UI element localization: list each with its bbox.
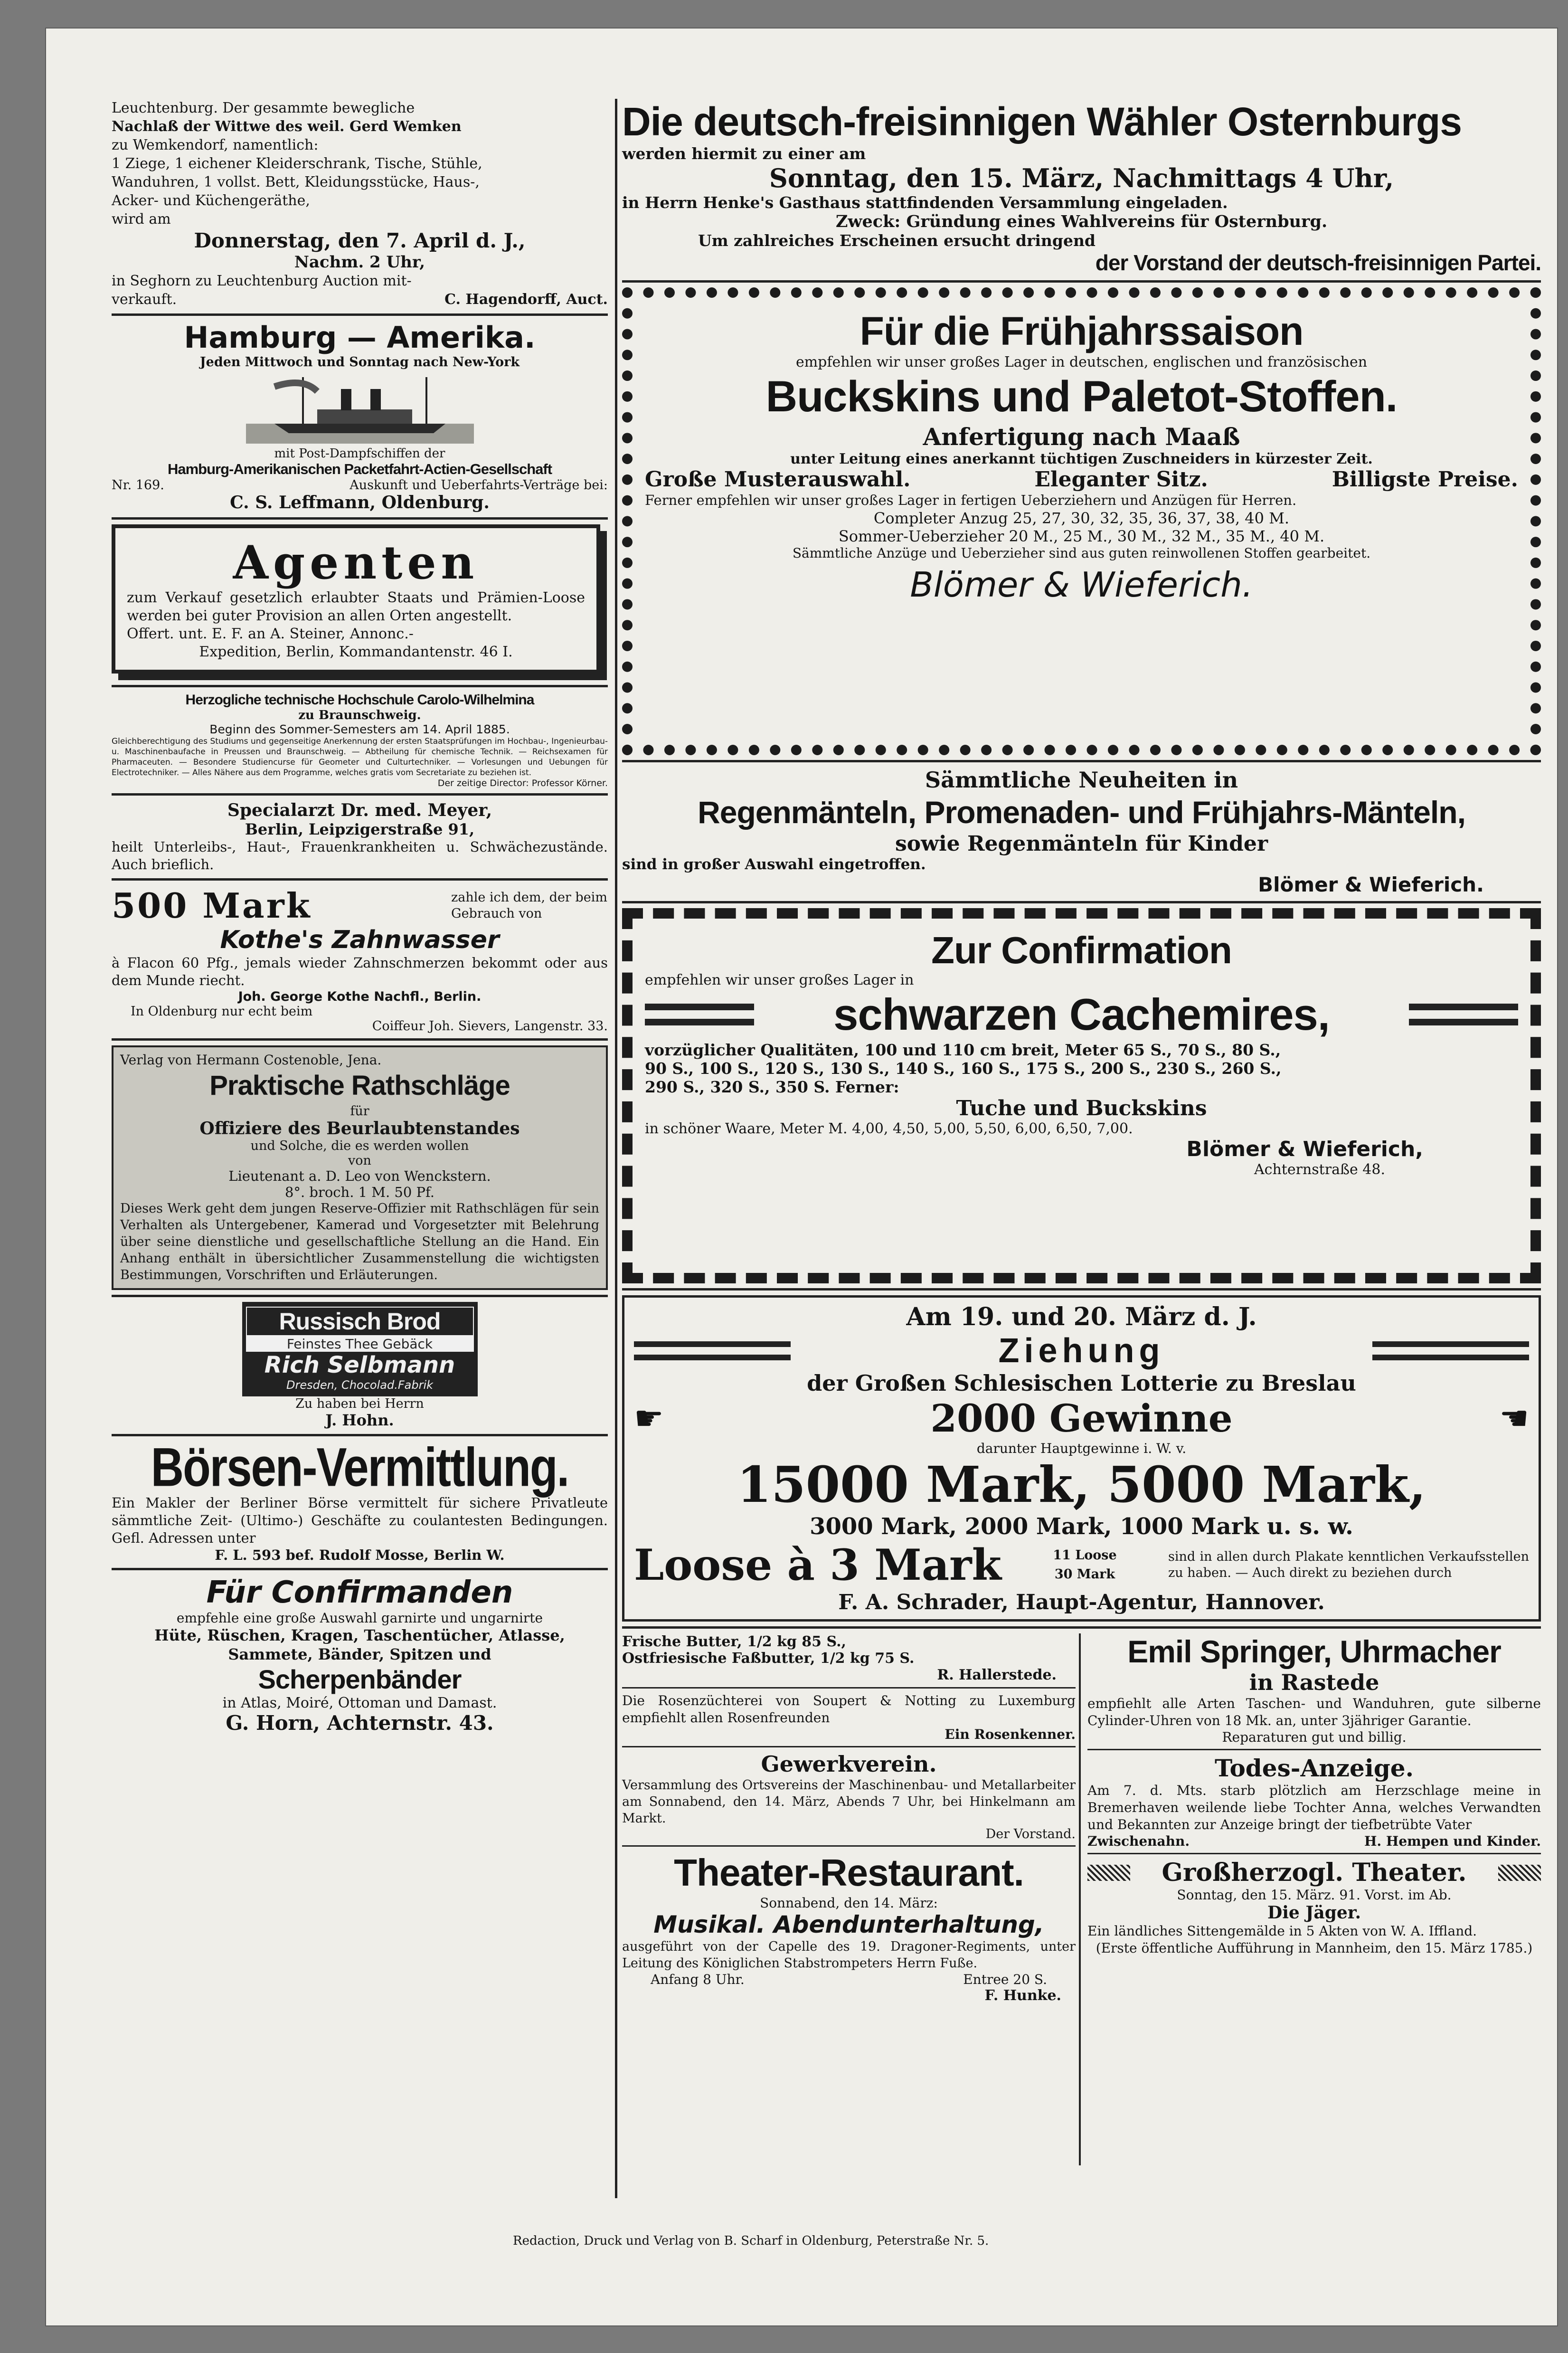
confirmanden-ad <box>112 1575 608 1735</box>
divider <box>112 1295 608 1297</box>
lotterie-big: 15000 Mark, 5000 Mark, <box>737 1455 1426 1514</box>
fruehjahr-anf: Anfertigung nach Maaß <box>923 423 1240 451</box>
divider <box>622 280 1541 283</box>
fruehjahr-l1: empfehlen wir unser großes Lager in deutschen, englischen und französischen <box>795 354 1368 370</box>
boersen-title: Börsen-Vermittlung. <box>151 1437 569 1498</box>
agenten-address: Expedition, Berlin, Kommandantenstr. 46 I. <box>199 644 513 660</box>
fruehjahr-f3: Billigste Preise. <box>1332 467 1518 492</box>
divider <box>1087 1749 1541 1750</box>
costenoble-ad <box>112 1045 608 1290</box>
theater-anfang: Anfang 8 Uhr. <box>651 1972 745 1987</box>
theater-text: ausgeführt von der Capelle des 19. Dragoner-Regiments, unter Leitung des Königlichen Stabstrompeters Herrn Fuße. <box>622 1939 1076 1971</box>
waehler-ad <box>622 99 1541 275</box>
lotterie-loose: Loose à 3 Mark <box>634 1540 1001 1590</box>
divider <box>112 878 608 881</box>
hamburg-sub: Jeden Mittwoch und Sonntag nach New-York <box>199 355 520 370</box>
divider <box>622 1845 1076 1847</box>
theater-title: Theater-Restaurant. <box>674 1851 1024 1894</box>
lotterie-l1: der Großen Schlesischen Lotterie zu Breslau <box>807 1370 1356 1396</box>
confirmation-title: Zur Confirmation <box>931 929 1232 971</box>
russisch-l2: Feinstes Thee Gebäck <box>246 1336 474 1352</box>
lotterie-side1: 11 Loose <box>1053 1548 1117 1563</box>
lotterie-loose-row <box>634 1540 1529 1590</box>
springer-ad <box>1087 1633 1541 1745</box>
hochschule-title: Herzogliche technische Hochschule Carolo-Wilhelmina <box>185 692 534 708</box>
steamship-image <box>246 372 474 444</box>
hochschule-begin: Beginn des Sommer-Semesters am 14. April 1885. <box>209 722 510 736</box>
hamburg-amerika-ad <box>112 321 608 512</box>
todes-text: Am 7. d. Mts. starb plötzlich am Herzschlage meine in Bremerhaven weilende liebe Tochter Anna, welches Verwandten und Bekannten zur Anzeige bringt der tiefbetrübte Vater <box>1087 1783 1541 1832</box>
divider <box>112 685 608 687</box>
auction-line: wird am <box>112 211 171 228</box>
neuheiten-l1: sowie Regenmänteln für Kinder <box>895 832 1268 856</box>
waehler-l2: in Herrn Henke's Gasthaus stattfindenden Versammlung eingeladen. <box>622 193 1228 212</box>
hamburg-agent: C. S. Leffmann, Oldenburg. <box>230 493 490 512</box>
auction-footer <box>112 290 608 309</box>
auction-place: in Seghorn zu Leuchtenburg Auction mit- <box>112 273 412 289</box>
divider <box>1087 1853 1541 1854</box>
fruehjahr-ad <box>622 287 1541 755</box>
theater-date: Sonnabend, den 14. März: <box>760 1895 938 1911</box>
russisch-l3: Rich Selbmann <box>264 1352 455 1378</box>
fruehjahr-l4: Sämmtliche Anzüge und Ueberzieher sind aus guten reinwollenen Stoffen gearbeitet. <box>792 545 1371 561</box>
divider <box>112 1568 608 1570</box>
russisch-l1: Russisch Brod <box>246 1307 474 1336</box>
butter-l1: Frische Butter, 1/2 kg 85 S., <box>622 1633 846 1650</box>
russisch-brod-ad <box>112 1302 608 1429</box>
fruehjahr-f2: Eleganter Sitz. <box>1034 467 1208 492</box>
fruehjahr-l2: unter Leitung eines anerkannt tüchtigen Zuschneiders in kürzester Zeit. <box>790 451 1373 467</box>
confirmanden-text: empfehle eine große Auswahl garnirte und ungarnirte <box>176 1610 543 1626</box>
kothe-side: zahle ich dem, der beim Gebrauch von <box>451 890 607 921</box>
springer-title: Emil Springer, Uhrmacher <box>1127 1634 1501 1669</box>
waehler-l1: werden hiermit zu einer am <box>622 144 866 163</box>
confirmation-big: schwarzen Cachemires, <box>833 989 1330 1039</box>
rosen-ad <box>622 1692 1076 1742</box>
kothe-coiffeur: Coiffeur Joh. Sievers, Langenstr. 33. <box>372 1019 608 1034</box>
lotterie-bars-left <box>634 1341 791 1360</box>
divider <box>622 901 1541 903</box>
hand-right-icon: ☚ <box>1499 1399 1529 1438</box>
lotterie-gew-row <box>634 1396 1529 1441</box>
confirmation-l3: 90 S., 100 S., 120 S., 130 S., 140 S., 160 S., 175 S., 200 S., 230 S., 260 S., <box>645 1059 1282 1078</box>
confirmation-l1: empfehlen wir unser großes Lager in <box>645 972 914 988</box>
lotterie-bars-right <box>1372 1341 1529 1360</box>
hochschule-text: Gleichberechtigung des Studiums und gegenseitige Anerkennung der ersten Staatsprüfungen im Hochbau-, Ingenieurbau- u. Maschinenbaufache in Preussen und Braunschweig. — Abtheilung für chemische Technik. — Reichsexamen für Pharmaceuten. — Besondere Studiencurse für Geometer und Culturtechniker. — Vorlesungen und Uebungen für Electrotechniker. — Alles Nähere aus dem Programme, welches gratis vom Secretariate zu beziehen ist. <box>112 737 608 778</box>
confirmation-big-row <box>645 988 1518 1041</box>
gewerk-text: Versammlung des Ortsvereins der Maschinenbau- und Metallarbeiter am Sonnabend, den 14. März, Abends 7 Uhr, bei Hinkelmann am Markt. <box>622 1778 1076 1826</box>
auctioneer: C. Hagendorff, Auct. <box>444 291 608 308</box>
todes-sign: H. Hempen und Kinder. <box>1364 1833 1541 1849</box>
fruehjahr-f1: Große Musterauswahl. <box>645 467 911 492</box>
divider <box>112 1038 608 1041</box>
costenoble-author: Lieutenant a. D. Leo von Wenckstern. <box>228 1168 491 1184</box>
lotterie-side2: 30 Mark <box>1054 1567 1115 1582</box>
butter-ad <box>622 1633 1076 1683</box>
lotterie-ziehung: Ziehung <box>998 1332 1165 1370</box>
hamburg-mit: mit Post-Dampfschiffen der <box>274 446 445 461</box>
hochschule-city: zu Braunschweig. <box>298 708 421 722</box>
boersen-ad <box>112 1437 608 1563</box>
hochschule-ad <box>112 692 608 788</box>
kothe-name: Kothe's Zahnwasser <box>220 926 500 954</box>
auction-time: Nachm. 2 Uhr, <box>294 253 425 272</box>
neuheiten-title: Sämmtliche Neuheiten in <box>925 767 1238 793</box>
meyer-ad <box>112 800 608 873</box>
waehler-sign: der Vorstand der deutsch-freisinnigen Partei. <box>1095 250 1541 275</box>
bottom-grid <box>622 1633 1541 2175</box>
springer-place: in Rastede <box>1249 1670 1379 1695</box>
auction-line: Acker- und Küchengeräthe, <box>112 192 310 209</box>
costenoble-verlag: Verlag von Hermann Costenoble, Jena. <box>120 1052 382 1068</box>
theater-sub: Musikal. Abendunterhaltung, <box>653 1911 1044 1938</box>
grossh-text: Ein ländliches Sittengemälde in 5 Akten von W. A. Iffland. <box>1087 1923 1477 1939</box>
confirmation-sign: Blömer & Wieferich, <box>1186 1137 1423 1161</box>
neuheiten-l2: sind in großer Auswahl eingetroffen. <box>622 856 926 873</box>
divider <box>112 313 608 316</box>
hamburg-nr: Nr. 169. <box>112 478 164 493</box>
gewerk-sign: Der Vorstand. <box>985 1827 1076 1841</box>
confirmanden-items: Hüte, Rüschen, Kragen, Taschentücher, Atlasse, Sammete, Bänder, Spitzen und <box>154 1626 565 1663</box>
neuheiten-sign: Blömer & Wieferich. <box>1258 873 1484 896</box>
agenten-offert: Offert. unt. E. F. an A. Steiner, Annonc.- <box>127 626 414 642</box>
confirmation-l4: 290 S., 320 S., 350 S. Ferner: <box>645 1078 899 1096</box>
auction-line: Leuchtenburg. Der gesammte bewegliche <box>112 100 415 116</box>
costenoble-fuer: für <box>350 1104 369 1119</box>
confirmation-addr: Achternstraße 48. <box>1254 1161 1385 1178</box>
rosen-sign: Ein Rosenkenner. <box>945 1727 1076 1742</box>
meyer-line3: heilt Unterleibs-, Haut-, Frauenkrankheiten u. Schwächezustände. Auch brieflich. <box>112 839 608 873</box>
grossh-ornament-right <box>1498 1865 1541 1881</box>
costenoble-t2: Offiziere des Beurlaubtenstandes <box>199 1119 520 1139</box>
column-rule <box>615 99 617 2198</box>
hamburg-title: Hamburg — Amerika. <box>184 320 536 355</box>
right-column <box>622 99 1541 2175</box>
confirmation-l2: vorzüglicher Qualitäten, 100 und 110 cm breit, Meter 65 S., 70 S., 80 S., <box>645 1041 1281 1059</box>
boersen-sign: F. L. 593 bef. Rudolf Mosse, Berlin W. <box>215 1547 505 1563</box>
kothe-ad <box>112 885 608 1034</box>
neuheiten-big: Regenmänteln, Promenaden- und Frühjahrs-Mänteln, <box>698 795 1465 830</box>
todes-place: Zwischenahn. <box>1087 1833 1190 1849</box>
confirmation-l5: in schöner Waare, Meter M. 4,00, 4,50, 5,00, 5,50, 6,00, 6,50, 7,00. <box>645 1120 1133 1137</box>
left-column <box>112 99 608 1735</box>
grossh-note: (Erste öffentliche Aufführung in Mannheim, den 15. März 1785.) <box>1096 1940 1533 1956</box>
costenoble-von: von <box>348 1153 371 1168</box>
kothe-text: à Flacon 60 Pfg., jemals wieder Zahnschmerzen bekommt oder aus dem Munde riecht. <box>112 955 608 988</box>
russisch-l4: Dresden, Chocolad.Fabrik <box>286 1378 434 1392</box>
agenten-ad <box>112 524 600 674</box>
kothe-maker: Joh. George Kothe Nachfl., Berlin. <box>238 989 482 1004</box>
hamburg-company: Hamburg-Amerikanischen Packetfahrt-Actien-Gesellschaft <box>167 461 552 477</box>
butter-sign: R. Hallerstede. <box>937 1667 1057 1683</box>
confirmanden-sub: Scherpenbänder <box>258 1664 462 1694</box>
lotterie-date: Am 19. und 20. März d. J. <box>906 1302 1257 1331</box>
lotterie-ad <box>622 1295 1541 1622</box>
kothe-head <box>112 885 608 926</box>
divider <box>622 760 1541 762</box>
fruehjahr-sign: Blömer & Wieferich. <box>910 565 1253 605</box>
theater-entree: Entree 20 S. <box>963 1972 1047 1987</box>
gewerk-title: Gewerkverein. <box>761 1751 937 1777</box>
todes-title: Todes-Anzeige. <box>1214 1754 1414 1782</box>
confirmation-sub: Tuche und Buckskins <box>956 1096 1207 1120</box>
springer-text: empfiehlt alle Arten Taschen- und Wanduhren, gute silberne Cylinder-Uhren von 18 Mk. an, unter 3jähriger Garantie. <box>1087 1696 1541 1728</box>
lotterie-side3: sind in allen durch Plakate kenntlichen Verkaufsstellen zu haben. — Auch direkt zu beziehen durch <box>1168 1549 1529 1580</box>
lotterie-gew: 2000 Gewinne <box>930 1396 1233 1441</box>
grossh-theater-ad <box>1087 1858 1541 1957</box>
divider <box>622 1746 1076 1747</box>
todes-ad <box>1087 1754 1541 1849</box>
confirmation-bars-right <box>1409 1004 1518 1025</box>
agenten-text: zum Verkauf gesetzlich erlaubter Staats und Prämien-Loose werden bei guter Provision an allen Orten angestellt. <box>127 589 585 624</box>
lotterie-sign: F. A. Schrader, Haupt-Agentur, Hannover. <box>838 1590 1325 1614</box>
costenoble-t3: und Solche, die es werden wollen <box>250 1139 469 1153</box>
grossh-ornament-left <box>1087 1865 1130 1881</box>
hamburg-info: Auskunft und Ueberfahrts-Verträge bei: <box>349 478 608 493</box>
divider <box>622 1626 1541 1629</box>
waehler-l3: Zweck: Gründung eines Wahlvereins für Osternburg. <box>835 212 1328 231</box>
boersen-text: Ein Makler der Berliner Börse vermittelt für sichere Privatleute sämmtliche Zeit- (Ultimo-) Geschäfte zu coulantesten Bedingungen. Gefl. Adressen unter <box>112 1495 608 1546</box>
divider <box>112 517 608 520</box>
auction-line: Wanduhren, 1 vollst. Bett, Kleidungsstücke, Haus-, <box>112 174 480 190</box>
waehler-l4: Um zahlreiches Erscheinen ersucht dringend <box>698 231 1096 250</box>
hamburg-info-row <box>112 478 608 493</box>
waehler-title: Die deutsch-freisinnigen Wähler Osternburgs <box>622 99 1462 144</box>
hand-left-icon: ☛ <box>634 1399 664 1438</box>
gewerk-ad <box>622 1751 1076 1841</box>
grossh-play: Die Jäger. <box>1267 1903 1361 1923</box>
grossh-date: Sonntag, den 15. März. 91. Vorst. im Ab. <box>1177 1887 1452 1903</box>
fruehjahr-l3: Ferner empfehlen wir unser großes Lager in fertigen Ueberziehern und Anzügen für Herren. <box>645 492 1297 508</box>
auction-ad <box>112 99 608 309</box>
confirmation-ad <box>622 908 1541 1283</box>
bottom-split <box>1079 1633 1081 2165</box>
springer-rep: Reparaturen gut und billig. <box>1222 1729 1407 1745</box>
neuheiten-ad <box>622 767 1541 896</box>
auction-line: zu Wemkendorf, namentlich: <box>112 137 319 153</box>
kothe-big: 500 Mark <box>112 885 312 926</box>
fruehjahr-features <box>645 467 1518 492</box>
grossh-title: Großherzogl. Theater. <box>1162 1858 1467 1887</box>
russisch-sold: Zu haben bei Herrn <box>295 1396 424 1411</box>
lotterie-ziehung-row <box>634 1331 1529 1370</box>
fruehjahr-p2: Sommer-Ueberzieher 20 M., 25 M., 30 M., 32 M., 35 M., 40 M. <box>838 527 1325 545</box>
divider <box>622 1687 1076 1689</box>
lotterie-l2: darunter Hauptgewinne i. W. v. <box>976 1441 1187 1456</box>
confirmanden-sign: G. Horn, Achternstr. 43. <box>226 1711 494 1735</box>
lotterie-l3: 3000 Mark, 2000 Mark, 1000 Mark u. s. w. <box>810 1513 1353 1540</box>
theater-entry-row <box>622 1972 1076 1987</box>
grossh-title-row <box>1087 1858 1541 1887</box>
imprint-footer: Redaction, Druck und Verlag von B. Scharf in Oldenburg, Peterstraße Nr. 5. <box>513 2234 989 2248</box>
divider <box>112 793 608 796</box>
costenoble-text: Dieses Werk geht dem jungen Reserve-Offizier mit Rathschlägen für sein Verhalten als Untergebener, Kamerad und Vorgesetzter mit Belehrung über seine dienstliche und gesellschaftliche Stellung an die Hand. Ein Anhang enthält in übersichtlicher Zusammenstellung die wichtigsten Bestimmungen, Vorschriften und Erläuterungen. <box>120 1201 599 1282</box>
russisch-brod-logo <box>242 1302 478 1396</box>
waehler-date: Sonntag, den 15. März, Nachmittags 4 Uhr, <box>769 163 1394 193</box>
newspaper-page <box>45 28 1558 2326</box>
bottom-right <box>1087 1633 1541 1957</box>
rosen-text: Die Rosenzüchterei von Soupert & Notting zu Luxemburg empfiehlt allen Rosenfreunden <box>622 1693 1076 1726</box>
auction-date: Donnerstag, den 7. April d. J., <box>194 229 526 252</box>
butter-l2: Ostfriesische Faßbutter, 1/2 kg 75 S. <box>622 1650 915 1667</box>
fruehjahr-p1: Completer Anzug 25, 27, 30, 32, 35, 36, 37, 38, 40 M. <box>873 509 1290 527</box>
meyer-line2: Berlin, Leipzigerstraße 91, <box>245 820 475 838</box>
costenoble-price: 8°. broch. 1 M. 50 Pf. <box>285 1184 435 1200</box>
fruehjahr-title: Für die Frühjahrssaison <box>860 309 1304 353</box>
costenoble-title: Praktische Rathschläge <box>209 1070 510 1101</box>
agenten-title: Agenten <box>233 536 479 589</box>
auction-line: 1 Ziege, 1 eichener Kleiderschrank, Tische, Stühle, <box>112 155 482 172</box>
theater-restaurant-ad <box>622 1850 1076 2004</box>
russisch-name: J. Hohn. <box>325 1411 394 1429</box>
bottom-left <box>622 1633 1076 2004</box>
kothe-oldb: In Oldenburg nur echt beim <box>131 1004 313 1019</box>
confirmation-bars-left <box>645 1004 754 1025</box>
meyer-line1: Specialarzt Dr. med. Meyer, <box>227 800 492 820</box>
divider <box>622 1288 1541 1290</box>
todes-footer <box>1087 1833 1541 1849</box>
hochschule-director: Der zeitige Director: Professor Körner. <box>437 778 608 788</box>
auction-sold: verkauft. <box>112 291 177 308</box>
fruehjahr-big: Buckskins und Paletot-Stoffen. <box>765 372 1398 421</box>
confirmanden-mat: in Atlas, Moiré, Ottoman und Damast. <box>222 1695 497 1711</box>
auction-line: Nachlaß der Wittwe des weil. Gerd Wemken <box>112 118 462 135</box>
theater-sign: F. Hunke. <box>984 1987 1061 2004</box>
lotterie-side-counts <box>1053 1546 1116 1584</box>
confirmanden-title: Für Confirmanden <box>206 1575 513 1610</box>
